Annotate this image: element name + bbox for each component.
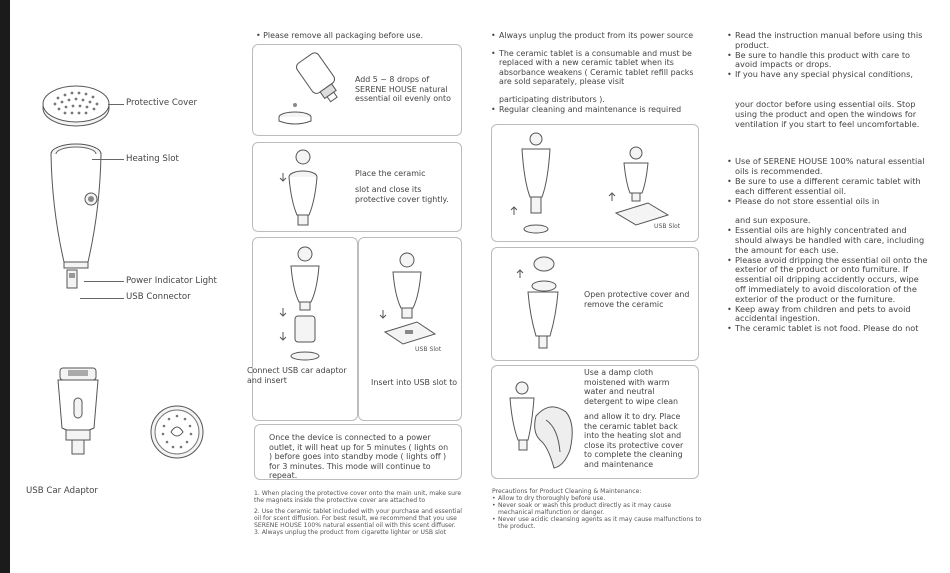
warning-7: • Essential oils are highly concentrated and should always be handled with care, including the amount for each use. xyxy=(727,226,929,255)
warning-9: • Keep away from children and pets to avoid accidental ingestion. xyxy=(727,305,929,325)
precautions-title: Precautions for Product Cleaning & Maintenance: xyxy=(492,488,642,495)
open-cover-box xyxy=(491,247,699,361)
note-3: 3. Always unplug the product from cigarette lighter or USB slot xyxy=(254,529,446,536)
col3-bullet-2: • The ceramic tablet is a consumable and must be replaced with a new ceramic tablet when its absorbance weakens ( Ceramic tablet refill packs are sold separately, please visit xyxy=(491,49,697,87)
warning-6: • Please do not store essential oils in xyxy=(727,197,929,207)
protective-cover-icon xyxy=(38,78,118,134)
clean-box xyxy=(491,365,699,479)
warning-3-cont: your doctor before using essential oils. Stop using the product and open the windows for ventilation if you start to feel uncomfortable. xyxy=(735,98,920,129)
label-protective-cover: Protective Cover xyxy=(126,98,198,108)
warning-2: • Be sure to handle this product with care to avoid impacts or drops. xyxy=(727,51,929,71)
step-usb-slot-text: Insert into USB slot to xyxy=(371,378,458,387)
label-power-indicator: Power Indicator Light xyxy=(126,276,217,286)
clean-text-a: Use a damp cloth moistened with warm water and neutral detergent to wipe clean xyxy=(584,368,679,406)
open-cover-text: Open protective cover and remove the ceramic xyxy=(584,290,690,309)
usb-slot-label: USB Slot xyxy=(654,223,681,230)
step-usb-slot-box xyxy=(358,237,462,421)
precaution-1: • Allow to dry thoroughly before use. xyxy=(492,495,702,502)
diffuser-icon xyxy=(510,133,570,239)
note-2: 2. Use the ceramic tablet included with your purchase and essential oil for scent diffusion. For best result, we recommend that you use SERENE HOUSE 100% natural essential oil with this scent diffuser. xyxy=(254,508,462,529)
col2-header: • Please remove all packaging before use. xyxy=(256,31,424,40)
oil-bottle-icon xyxy=(269,53,349,129)
diffuser-icon xyxy=(514,256,574,356)
note-1: 1. When placing the protective cover onto the main unit, make sure the magnets inside the protective cover are attached to xyxy=(254,490,462,504)
warning-1: • Read the instruction manual before using this product. xyxy=(727,31,929,51)
diffuser-icon xyxy=(608,147,688,233)
col4-warnings xyxy=(727,31,929,334)
precaution-3: • Never use acidic cleansing agents as it may cause malfunctions to the product. xyxy=(492,516,702,530)
label-heating-slot: Heating Slot xyxy=(126,154,179,164)
car-adaptor-icon xyxy=(54,364,114,464)
precaution-2: • Never soak or wash this product directly as it may cause mechanical malfunction or danger. xyxy=(492,502,702,516)
col3-bullet-1: • Always unplug the product from its power source xyxy=(491,31,697,41)
warning-8: • Please avoid dripping the essential oil onto the exterior of the product or onto furniture. If essential oil dripping accidently occurs, wipe off immediately to avoid discoloration of the exterior of the product or the furniture. xyxy=(727,256,929,305)
diffuser-icon xyxy=(38,140,118,310)
usb-slot-label: USB Slot xyxy=(415,346,442,353)
label-usb-car-adaptor: USB Car Adaptor xyxy=(26,486,98,496)
warning-5: • Be sure to use a different ceramic tablet with each different essential oil. xyxy=(727,177,929,197)
remove-tablet-box xyxy=(491,124,699,242)
step-car-adaptor-box xyxy=(247,237,358,421)
left-edge-bar xyxy=(0,0,10,573)
col2-notes xyxy=(254,490,462,536)
label-usb-connector: USB Connector xyxy=(126,292,191,302)
heating-info-text: Once the device is connected to a power outlet, it will heat up for 5 minutes ( lights on ) before goes into standby mode ( lights off ) for 3 minutes. This mode will continue to repeat. xyxy=(269,433,449,481)
cloth-icon xyxy=(506,380,586,474)
precautions xyxy=(492,488,702,530)
step-car-adaptor-text: Connect USB car adaptor and insert xyxy=(247,366,347,385)
col3-bullets xyxy=(491,31,697,114)
warning-4: • Use of SERENE HOUSE 100% natural essential oils is recommended. xyxy=(727,157,929,177)
col3-bullet-2-cont: participating distributors ). xyxy=(499,94,605,104)
clean-text-b: and allow it to dry. Place the ceramic tablet back into the heating slot and close its protective cover to complete the cleaning and maintenance xyxy=(584,412,684,469)
col3-bullet-3: • Regular cleaning and maintenance is required xyxy=(491,105,697,115)
warning-10: • The ceramic tablet is not food. Please do not xyxy=(727,324,929,334)
warning-3: • If you have any special physical conditions, xyxy=(727,70,929,80)
diffuser-icon xyxy=(277,149,337,231)
cover-top-icon xyxy=(148,402,208,462)
warning-6-cont: and sun exposure. xyxy=(735,215,811,226)
step-place-tablet-a: Place the ceramic xyxy=(355,169,426,178)
step-add-oil-box xyxy=(252,44,462,136)
diffuser-icon xyxy=(377,252,447,352)
car-adaptor-icon xyxy=(277,246,337,366)
step-add-oil-text: Add 5 ~ 8 drops of SERENE HOUSE natural essential oil evenly onto xyxy=(355,75,451,104)
step-place-tablet-box xyxy=(252,142,462,232)
heating-info-box xyxy=(254,424,462,480)
col2-header-text: Please remove all packaging before use. xyxy=(263,31,424,40)
step-place-tablet-b: slot and close its protective cover tightly. xyxy=(355,185,449,204)
